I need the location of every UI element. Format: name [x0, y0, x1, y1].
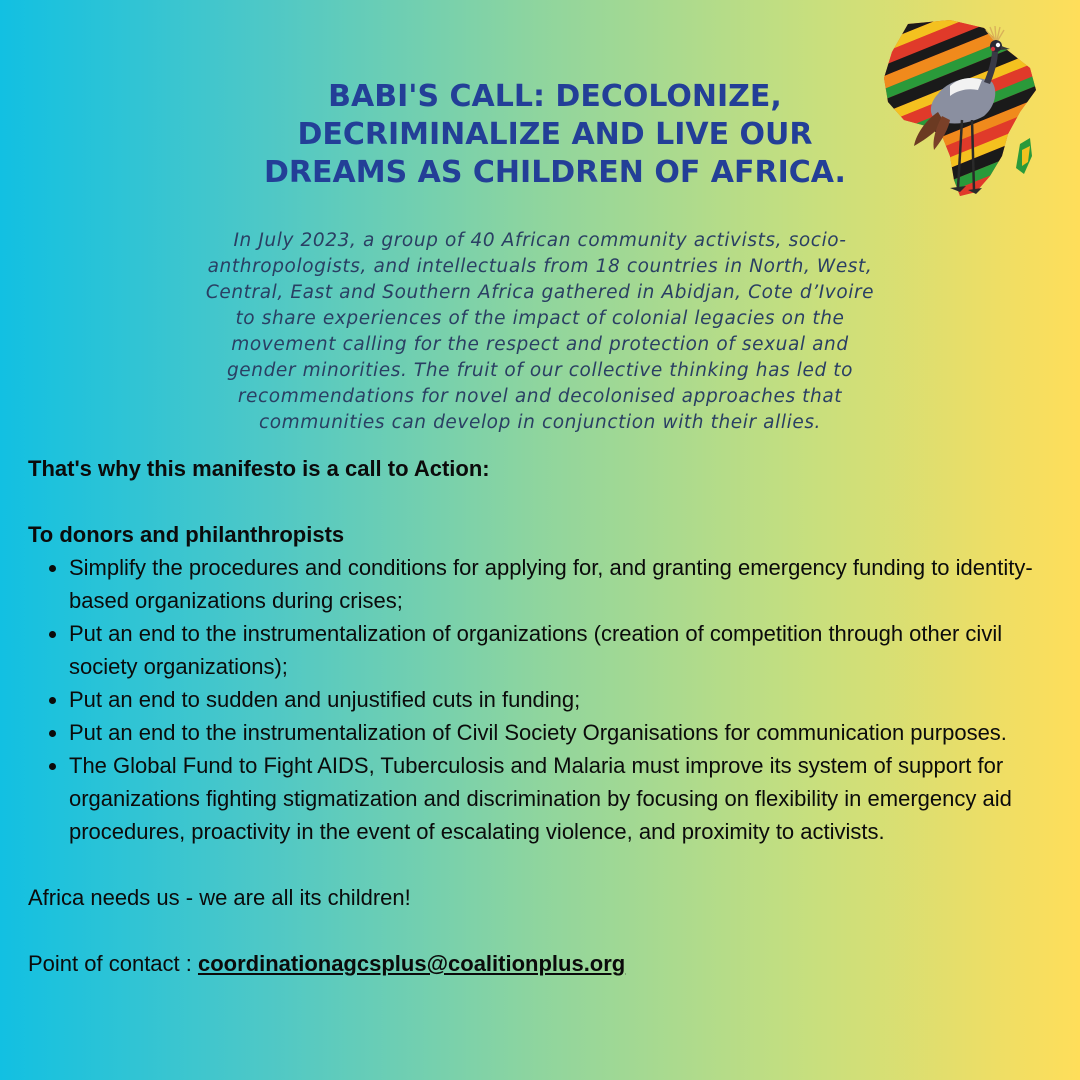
action-list: [28, 551, 1058, 848]
intro-line: Central, East and Southern Africa gathered in Abidjan, Cote d’Ivoire: [205, 282, 875, 303]
list-item: • Put an end to sudden and unjustified cuts in funding;: [69, 683, 1058, 716]
title-line: BABI'S CALL: DECOLONIZE,: [328, 79, 782, 114]
contact-line: [28, 947, 1058, 980]
contact-email-link[interactable]: coordinationagcsplus@coalitionplus.org: [197, 951, 626, 976]
donors-heading: To donors and philanthropists: [28, 522, 345, 547]
list-item: • Put an end to the instrumentalization of Civil Society Organisations for communication purposes.: [69, 716, 1058, 749]
intro-line: recommendations for novel and decolonised approaches that: [237, 386, 843, 407]
list-item: • Put an end to the instrumentalization of organizations (creation of competition through other civil society organizations);: [69, 617, 1058, 683]
spacer: [28, 485, 1058, 518]
manifesto-body: [28, 452, 1058, 980]
intro-line: communities can develop in conjunction with their allies.: [258, 412, 822, 433]
title-line: DREAMS AS CHILDREN OF AFRICA.: [264, 155, 846, 190]
intro-line: gender minorities. The fruit of our collective thinking has led to: [226, 360, 854, 381]
intro-line: movement calling for the respect and protection of sexual and: [231, 334, 849, 355]
intro-line: anthropologists, and intellectuals from 18 countries in North, West,: [207, 256, 873, 277]
spacer: [28, 914, 1058, 947]
call-heading: That's why this manifesto is a call to Action:: [28, 456, 490, 481]
intro-paragraph: [130, 228, 950, 436]
title-line: DECRIMINALIZE AND LIVE OUR: [297, 117, 813, 152]
closing-statement: Africa needs us - we are all its children!: [28, 885, 411, 910]
list-item: • The Global Fund to Fight AIDS, Tuberculosis and Malaria must improve its system of support for organizations fighting stigmatization and discrimination by focusing on flexibility in emergency aid procedures, proactivity in the event of escalating violence, and proximity to activists.: [69, 749, 1058, 848]
intro-line: to share experiences of the impact of colonial legacies on the: [235, 308, 845, 329]
africa-map-crane-icon: [880, 16, 1040, 202]
list-item: • Simplify the procedures and conditions for applying for, and granting emergency funding to identity-based organizations during crises;: [69, 551, 1058, 617]
intro-line: In July 2023, a group of 40 African community activists, socio-: [233, 230, 847, 251]
page-title: [230, 78, 880, 192]
contact-label: Point of contact :: [28, 951, 198, 976]
spacer: [28, 848, 1058, 881]
